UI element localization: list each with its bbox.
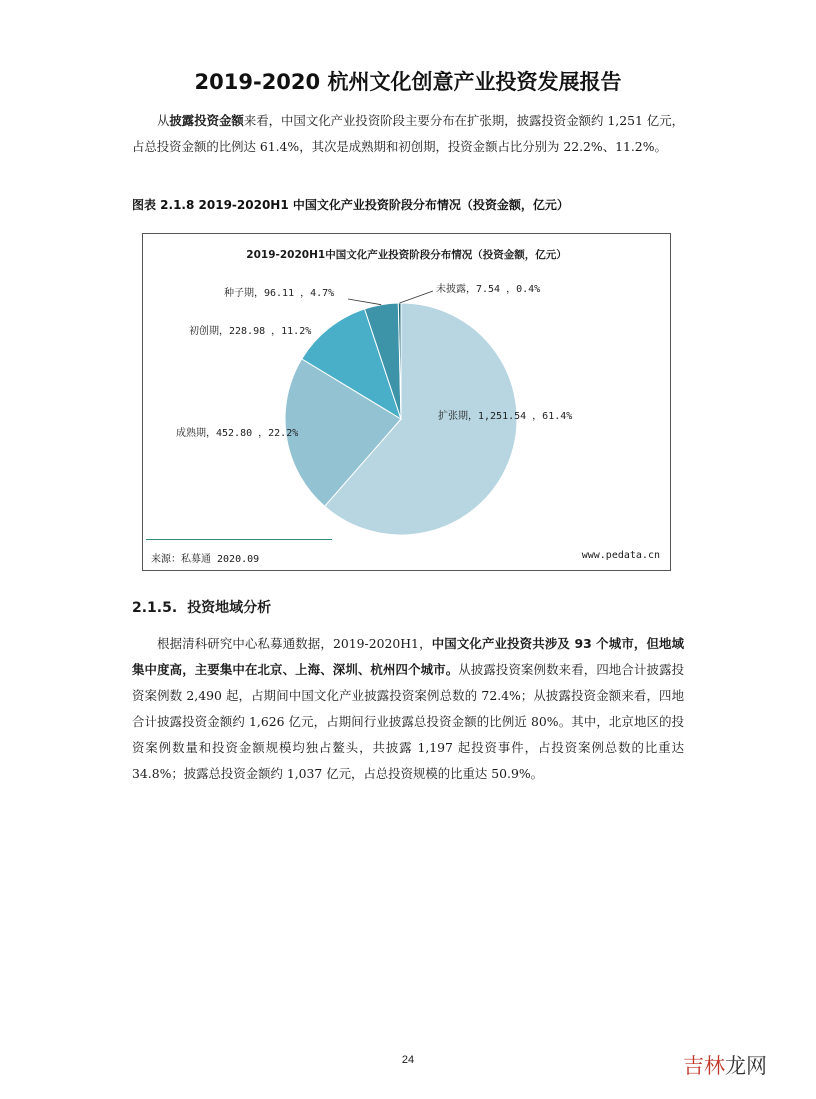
- para2-part1: 根据清科研究中心私募通数据，2019-2020H1，: [157, 636, 432, 651]
- para2-bold: 中国文化产业投资共涉及 93 个城市，但地域集中度高，主要集中在北京、上海、深圳、杭州四个城市。: [132, 636, 684, 677]
- section-title: 投资地域分析: [187, 600, 272, 616]
- chart-source: 来源：私募通 2020.09: [151, 554, 260, 565]
- watermark-dark: 龙网: [725, 1054, 767, 1078]
- slice-label-expansion: 扩张期，1,251.54 ，61.4%: [438, 411, 573, 422]
- slice-label-undisclosed: 未披露，7.54 ，0.4%: [436, 284, 541, 295]
- leader-line-seed: [348, 299, 381, 305]
- figure-caption: 图表 2.1.8 2019-2020H1 中国文化产业投资阶段分布情况（投资金额，亿元）: [132, 198, 569, 212]
- pie-chart: [143, 234, 670, 570]
- para1-prefix: 从: [157, 113, 170, 128]
- chart-divider: [146, 539, 332, 540]
- watermark-red: 吉林: [683, 1054, 725, 1078]
- chart-title: 2019-2020H1中国文化产业投资阶段分布情况（投资金额，亿元）: [246, 249, 567, 261]
- page-title: 2019-2020 杭州文化创意产业投资发展报告: [194, 70, 622, 94]
- paragraph-regional-analysis: [132, 631, 684, 787]
- slice-label-mature: 成熟期，452.80 ，22.2%: [176, 428, 299, 439]
- para1-rest: 来看，中国文化产业投资阶段主要分布在扩张期，披露投资金额约 1,251 亿元，占总投资金额的比例达 61.4%，其次是成熟期和初创期，投资金额占比分别为 22.2%、11.2%。: [132, 113, 684, 154]
- paragraph-stage-distribution: [132, 108, 684, 160]
- para1-bold: 披露投资金额: [169, 113, 244, 128]
- site-watermark: [683, 1050, 767, 1080]
- slice-label-seed: 种子期，96.11 ，4.7%: [224, 288, 335, 299]
- slice-label-startup: 初创期，228.98 ，11.2%: [189, 326, 312, 337]
- leader-line-undisclosed: [400, 291, 433, 303]
- section-number: 2.1.5.: [132, 600, 178, 616]
- page-number: 24: [401, 1054, 415, 1066]
- pie-chart-container: [142, 233, 671, 571]
- para2-part2: 从披露投资案例数来看，四地合计披露投资案例数 2,490 起，占期间中国文化产业披露投资案例总数的 72.4%；从披露投资金额来看，四地合计披露投资金额约 1,626 亿元，占期间行业披露总投资金额的比例近 80%。其中，北京地区的投资案例数量和投资金额规模均独占鳌头，共披露 1,197 起投资事件，占投资案例总数的比重达 34.8%；披露总投资金额约 1,037 亿元，占总投资规模的比重达 50.9%。: [132, 662, 685, 781]
- section-heading: [132, 597, 271, 617]
- chart-website: www.pedata.cn: [581, 550, 660, 561]
